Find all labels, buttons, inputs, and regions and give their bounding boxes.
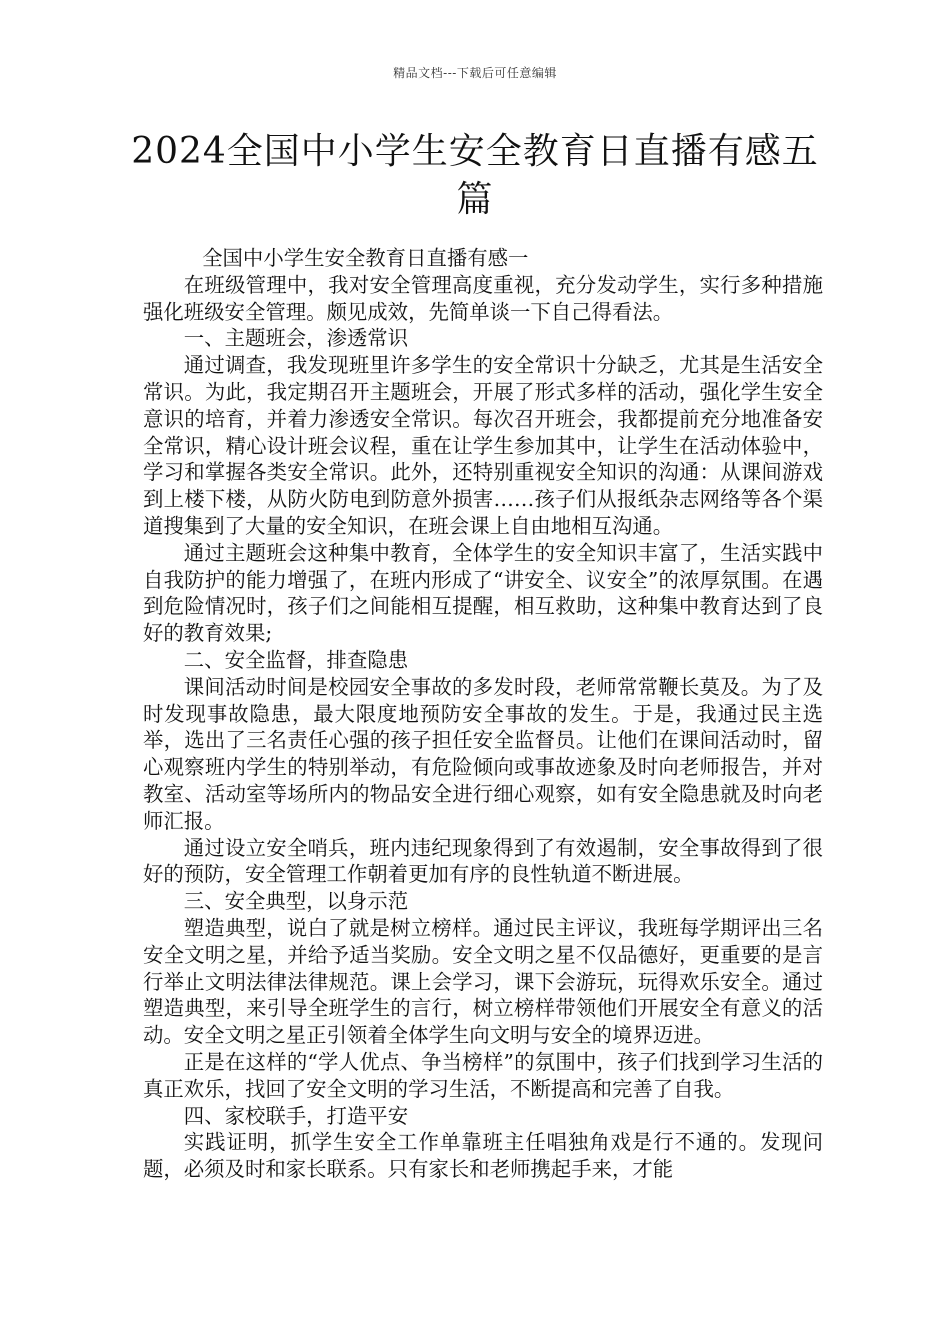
body-paragraph: 通过调查，我发现班里许多学生的安全常识十分缺乏，尤其是生活安全常识。为此，我定期召开主题班会，开展了形式多样的活动，强化学生安全意识的培育，并着力渗透安全常识。每次召开班会，我都提前充分地准备安全常识，精心设计班会议程，重在让学生参加其中，让学生在活动体验中，学习和掌握各类安全常识。此外，还特别重视安全知识的沟通：从课间游戏到上楼下楼，从防火防电到防意外损害……孩子们从报纸杂志网络等各个渠道搜集到了大量的安全知识，在班会课上自由地相互沟通。	[143, 353, 823, 538]
body-paragraph: 通过设立安全哨兵，班内违纪现象得到了有效遏制，安全事故得到了很好的预防，安全管理工作朝着更加有序的良性轨道不断进展。	[143, 835, 823, 887]
body-paragraph: 课间活动时间是校园安全事故的多发时段，老师常常鞭长莫及。为了及时发现事故隐患，最大限度地预防安全事故的发生。于是，我通过民主选举，选出了三名责任心强的孩子担任安全监督员。让他们在课间活动时，留心观察班内学生的特别举动，有危险倾向或事故迹象及时向老师报告，并对教室、活动室等场所内的物品安全进行细心观察，如有安全隐患就及时向老师汇报。	[143, 674, 823, 833]
section-subtitle: 全国中小学生安全教育日直播有感一	[202, 246, 529, 270]
document-body	[143, 245, 823, 1183]
body-paragraph: 通过主题班会这种集中教育，全体学生的安全知识丰富了，生活实践中自我防护的能力增强了，在班内形成了“讲安全、议安全”的浓厚氛围。在遇到危险情况时，孩子们之间能相互提醒，相互救助，这种集中教育达到了良好的教育效果;	[143, 540, 823, 646]
section-heading-4: 四、家校联手，打造平安	[183, 1103, 409, 1128]
body-paragraph: 实践证明，抓学生安全工作单靠班主任唱独角戏是行不通的。发现问题，必须及时和家长联系。只有家长和老师携起手来，才能	[143, 1130, 823, 1182]
section-heading-3: 三、安全典型，以身示范	[183, 889, 409, 914]
body-paragraph: 塑造典型，说白了就是树立榜样。通过民主评议，我班每学期评出三名安全文明之星，并给予适当奖励。安全文明之星不仅品德好，更重要的是言行举止文明法律法律规范。课上会学习，课下会游玩，玩得欢乐安全。通过塑造典型，来引导全班学生的言行，树立榜样带领他们开展安全有意义的活动。安全文明之星正引领着全体学生向文明与安全的境界迈进。	[143, 915, 823, 1048]
section-heading-1: 一、主题班会，渗透常识	[183, 326, 409, 351]
page-header-note: 精品文档---下载后可任意编辑	[393, 66, 557, 80]
body-paragraph: 正是在这样的“学人优点、争当榜样”的氛围中，孩子们找到学习生活的真正欢乐，找回了安全文明的学习生活，不断提高和完善了自我。	[143, 1049, 823, 1101]
intro-paragraph: 在班级管理中，我对安全管理高度重视，充分发动学生，实行多种措施强化班级安全管理。颇见成效，先简单谈一下自己得看法。	[143, 272, 823, 324]
section-heading-2: 二、安全监督，排查隐患	[183, 647, 409, 672]
document-title: 2024全国中小学生安全教育日直播有感五篇	[131, 131, 819, 220]
